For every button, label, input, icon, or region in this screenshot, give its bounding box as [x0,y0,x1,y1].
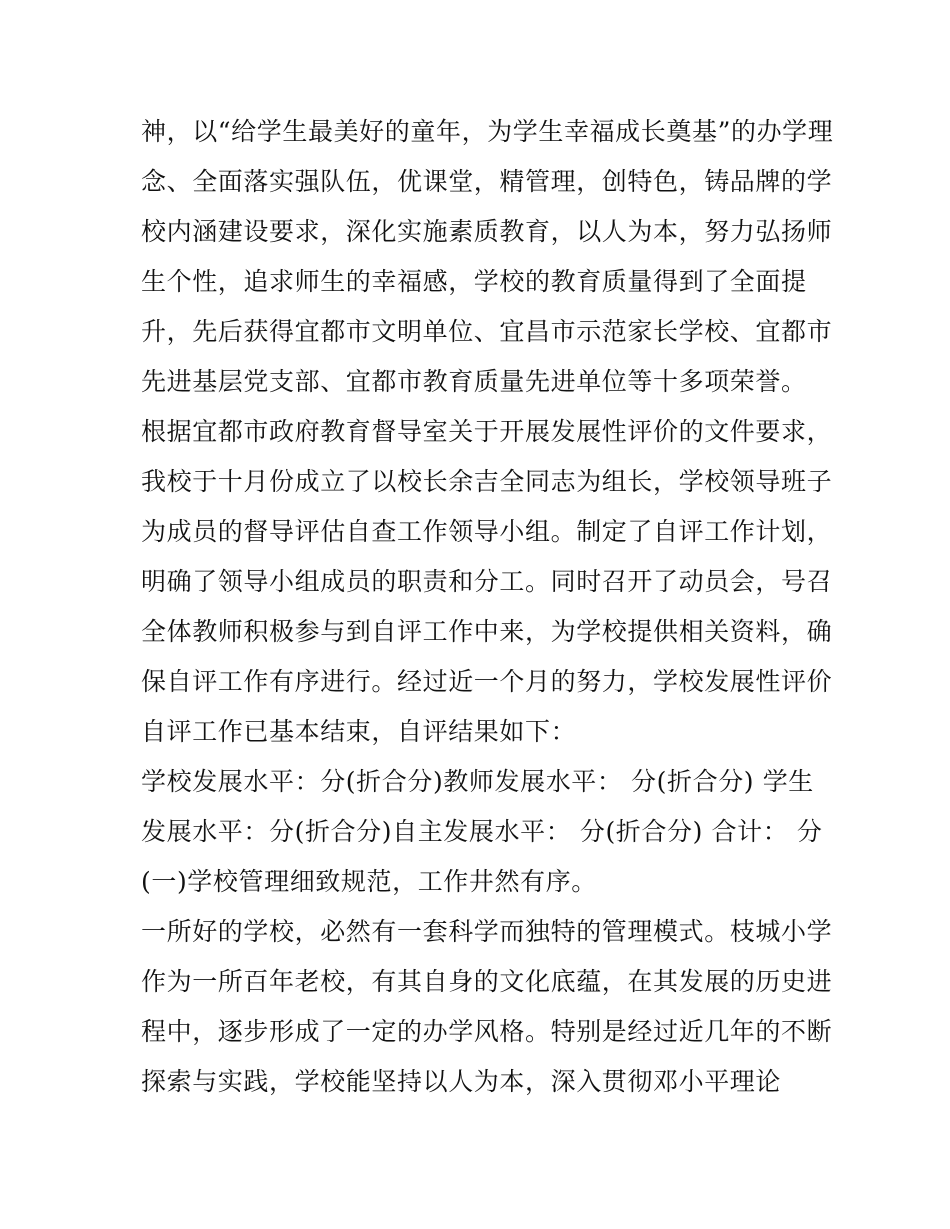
text-line: 发展水平：分(折合分)自主发展水平： 分(折合分) 合计： 分 [141,817,823,846]
text-line: 升，先后获得宜都市文明单位、宜昌市示范家长学校、宜都市 [141,317,833,346]
text-line: 念、全面落实强队伍，优课堂，精管理，创特色，铸品牌的学 [141,167,833,196]
text-line: 一所好的学校，必然有一套科学而独特的管理模式。枝城小学 [141,917,833,946]
text-line: 我校于十月份成立了以校长余吉全同志为组长，学校领导班子 [141,467,833,496]
text-line: 自评工作已基本结束，自评结果如下： [141,717,577,746]
text-line: 程中，逐步形成了一定的办学风格。特别是经过近几年的不断 [141,1017,833,1046]
text-line: 作为一所百年老校，有其自身的文化底蕴，在其发展的历史进 [141,967,833,996]
section-heading: (一)学校管理细致规范，工作井然有序。 [141,867,597,896]
text-line: 生个性，追求师生的幸福感，学校的教育质量得到了全面提 [141,267,807,296]
text-line: 神，以“给学生最美好的童年，为学生幸福成长奠基”的办学理 [141,117,834,146]
text-line: 为成员的督导评估自查工作领导小组。制定了自评工作计划， [141,517,833,546]
text-line: 保自评工作有序进行。经过近一个月的努力，学校发展性评价 [141,667,833,696]
text-line: 根据宜都市政府教育督导室关于开展发展性评价的文件要求， [141,417,833,446]
body-text [141,107,834,1107]
text-line: 先进基层党支部、宜都市教育质量先进单位等十多项荣誉。 [141,367,807,396]
text-line: 探索与实践，学校能坚持以人为本，深入贯彻邓小平理论 [141,1067,782,1096]
text-line: 校内涵建设要求，深化实施素质教育，以人为本，努力弘扬师 [141,217,833,246]
text-line: 全体教师积极参与到自评工作中来，为学校提供相关资料，确 [141,617,833,646]
text-line: 明确了领导小组成员的职责和分工。同时召开了动员会，号召 [141,567,833,596]
text-line: 学校发展水平：分(折合分)教师发展水平： 分(折合分) 学生 [141,767,814,796]
